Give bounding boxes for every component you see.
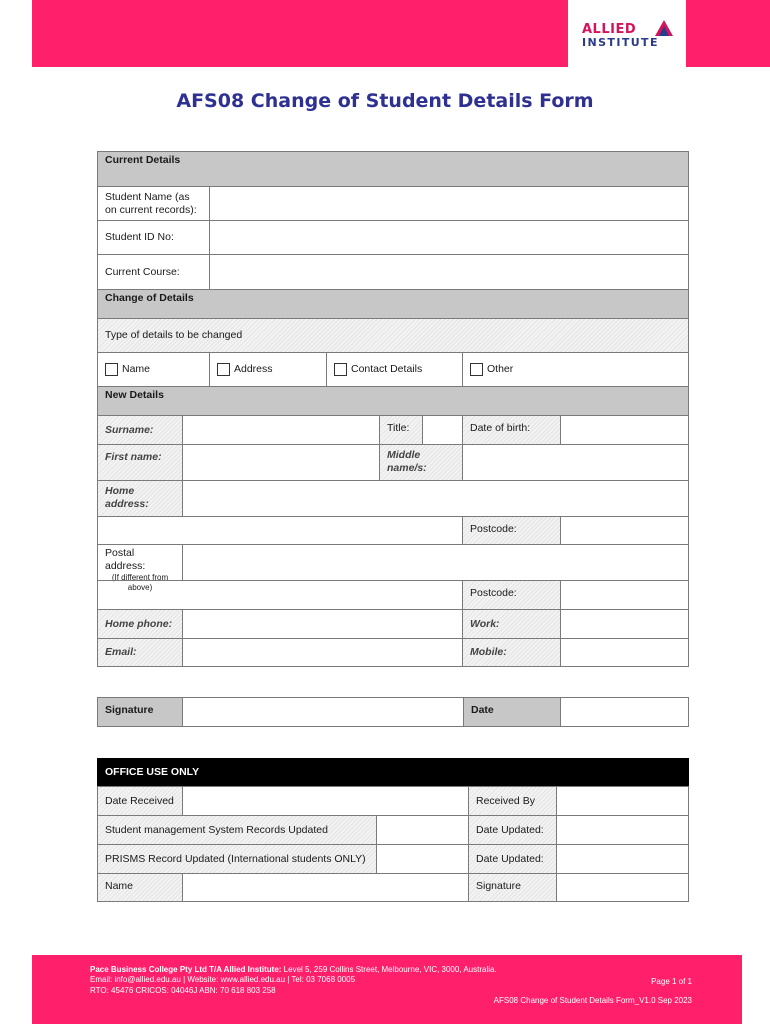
surname-field[interactable] (182, 415, 380, 445)
home-address-label: Home address: (97, 480, 183, 517)
student-name-field[interactable] (209, 186, 689, 221)
title-label: Title: (379, 415, 423, 445)
email-field[interactable] (182, 638, 463, 667)
footer-banner (32, 955, 742, 1024)
date-updated2-field[interactable] (556, 844, 689, 874)
checkbox-address[interactable] (217, 363, 230, 376)
first-name-label: First name: (97, 444, 183, 481)
date-updated-field[interactable] (556, 815, 689, 845)
student-name-label: Student Name (as on current records): (97, 186, 210, 221)
option-name[interactable] (97, 352, 210, 387)
checkbox-name[interactable] (105, 363, 118, 376)
current-course-field[interactable] (209, 254, 689, 290)
office-name-label: Name (97, 873, 183, 902)
option-address[interactable] (209, 352, 327, 387)
section-current-details: Current Details (97, 151, 689, 187)
footer-company-address: Level 5, 259 Collins Street, Melbourne, VIC, 3000, Australia. (281, 965, 497, 974)
home-address-field[interactable] (182, 480, 689, 517)
postal-address-field-line2[interactable] (97, 580, 463, 610)
checkbox-contact-details[interactable] (334, 363, 347, 376)
postal-address-note: (If different from above) (111, 573, 169, 592)
dob-field[interactable] (560, 415, 689, 445)
logo-mark-icon (654, 19, 674, 37)
allied-logo (568, 0, 686, 67)
office-signature-label: Signature (468, 873, 557, 902)
type-of-details-label: Type of details to be changed (97, 318, 689, 353)
date-label: Date (463, 697, 561, 727)
office-name-field[interactable] (182, 873, 469, 902)
first-name-field[interactable] (182, 444, 380, 481)
checkbox-other[interactable] (470, 363, 483, 376)
header-banner-left (32, 0, 568, 67)
option-address-label: Address (234, 363, 273, 375)
signature-field[interactable] (182, 697, 464, 727)
sms-updated-label: Student management System Records Updated (97, 815, 377, 845)
postal-address-label: Postal address: (105, 547, 146, 572)
page-title: AFS08 Change of Student Details Form (176, 90, 594, 112)
footer-company-name: Pace Business College Pty Ltd T/A Allied Institute: (90, 965, 282, 974)
postal-address-label-cell (97, 544, 183, 592)
footer-rto: RTO: 45476 CRICOS: 04046J ABN: 70 618 803 258 (90, 986, 276, 995)
surname-label: Surname: (97, 415, 183, 445)
work-phone-field[interactable] (560, 609, 689, 639)
footer-company (90, 965, 497, 975)
prisms-updated-label: PRISMS Record Updated (International students ONLY) (97, 844, 377, 874)
date-received-field[interactable] (182, 786, 469, 816)
postcode2-label: Postcode: (462, 580, 561, 610)
title-field[interactable] (422, 415, 463, 445)
date-received-label: Date Received (97, 786, 183, 816)
option-contact-details[interactable] (326, 352, 463, 387)
email-label: Email: (97, 638, 183, 667)
option-name-label: Name (122, 363, 151, 375)
logo-text-institute: INSTITUTE (582, 36, 659, 49)
footer-version: AFS08 Change of Student Details Form_V1.0 Sep 2023 (493, 996, 692, 1005)
sms-updated-field[interactable] (376, 815, 469, 845)
option-other-label: Other (487, 363, 514, 375)
student-id-field[interactable] (209, 220, 689, 255)
current-course-label: Current Course: (97, 254, 210, 290)
section-office-use-only: OFFICE USE ONLY (97, 758, 689, 787)
dob-label: Date of birth: (462, 415, 561, 445)
home-phone-label: Home phone: (97, 609, 183, 639)
postcode-label: Postcode: (462, 516, 561, 545)
postal-address-field[interactable] (182, 544, 689, 581)
mobile-label: Mobile: (462, 638, 561, 667)
footer-page-number: Page 1 of 1 (651, 977, 692, 986)
home-address-field-line2[interactable] (97, 516, 463, 545)
home-phone-field[interactable] (182, 609, 463, 639)
work-label: Work: (462, 609, 561, 639)
section-new-details: New Details (97, 386, 689, 416)
option-other[interactable] (462, 352, 689, 387)
footer-contact: Email: info@allied.edu.au | Website: www.allied.edu.au | Tel: 03 7068 0005 (90, 975, 356, 984)
date-field[interactable] (560, 697, 689, 727)
date-updated2-label: Date Updated: (468, 844, 557, 874)
date-updated-label: Date Updated: (468, 815, 557, 845)
postcode-field[interactable] (560, 516, 689, 545)
office-signature-field[interactable] (556, 873, 689, 902)
signature-label: Signature (97, 697, 183, 727)
header-banner-right (686, 0, 770, 67)
logo-text-allied: ALLIED (582, 22, 637, 37)
option-contact-details-label: Contact Details (351, 363, 423, 375)
prisms-updated-field[interactable] (376, 844, 469, 874)
student-id-label: Student ID No: (97, 220, 210, 255)
middle-names-label: Middle name/s: (379, 444, 463, 481)
received-by-label: Received By (468, 786, 557, 816)
mobile-field[interactable] (560, 638, 689, 667)
section-change-of-details: Change of Details (97, 289, 689, 319)
received-by-field[interactable] (556, 786, 689, 816)
middle-names-field[interactable] (462, 444, 689, 481)
postcode2-field[interactable] (560, 580, 689, 610)
